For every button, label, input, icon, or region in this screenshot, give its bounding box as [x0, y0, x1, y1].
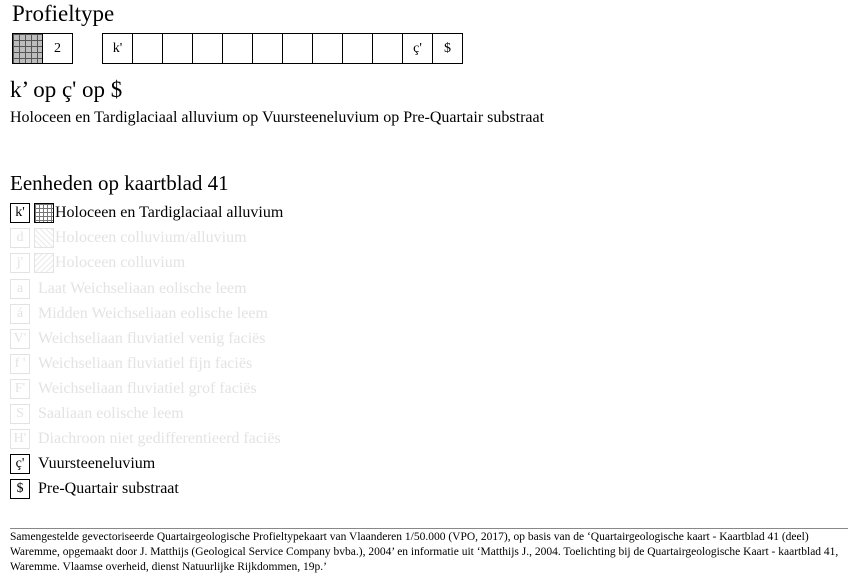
legend-label: Holoceen colluvium/alluvium	[55, 229, 247, 246]
profile-layer-strip	[102, 33, 463, 63]
profile-layer-cell	[372, 33, 403, 64]
units-heading: Eenheden op kaartblad 41	[10, 171, 229, 195]
legend-label: Holoceen en Tardiglaciaal alluvium	[55, 204, 284, 221]
profile-layer-cell	[312, 33, 343, 64]
legend-item-k[interactable]	[10, 202, 283, 224]
legend-label: Weichseliaan fluviatiel grof faciës	[38, 380, 257, 397]
legend-label: Holoceen colluvium	[55, 254, 186, 271]
hatch-pattern-icon	[34, 253, 54, 273]
profile-layer-cell	[252, 33, 283, 64]
legend-code-badge: a	[10, 279, 30, 299]
legend-label: Pre-Quartair substraat	[38, 480, 179, 497]
profile-layer-cell	[282, 33, 313, 64]
legend-label: Weichseliaan fluviatiel fijn faciës	[38, 355, 253, 372]
legend-item-dollar[interactable]	[10, 478, 179, 500]
profile-description: Holoceen en Tardiglaciaal alluvium op Vuursteeneluvium op Pre-Quartair substraat	[10, 109, 545, 126]
legend-code-badge: d	[10, 228, 30, 248]
legend-item-f[interactable]	[10, 353, 252, 375]
hatch-pattern-icon	[34, 228, 54, 248]
profile-formula: k’ op ç' op $	[10, 77, 123, 102]
source-citation: Samengestelde gevectoriseerde Quartairgeologische Profieltypekaart van Vlaanderen 1/50.000 (VPO, 2017), op basis van de ‘Quartairgeologische kaart - Kaartblad 41 (deel) Waremme, opgemaakt door J. Matthijs (Geological Service Company bvba.), 2004’ en informatie uit ‘Matthijs J., 2004. Toelichting bij de Quartairgeologische Kaart - kaartblad 41, Waremme. Vlaamse overheid, dienst Natuurlijke Rijkdommen, 19p.’	[10, 531, 839, 573]
legend-item-a[interactable]	[10, 278, 247, 300]
legend-label: Diachroon niet gedifferentieerd faciës	[38, 430, 281, 447]
legend-code-badge: $	[10, 479, 30, 499]
profile-layer-cell: $	[432, 33, 463, 64]
legend-item-s[interactable]	[10, 403, 184, 425]
profile-pattern-swatch	[12, 33, 43, 64]
profile-count: 2	[42, 33, 73, 64]
profile-layer-cell	[342, 33, 373, 64]
footer-divider	[10, 528, 848, 529]
page-title: Profieltype	[12, 1, 115, 26]
profile-layer-cell	[162, 33, 193, 64]
legend-item-j[interactable]	[10, 252, 185, 274]
profile-layer-cell: ç'	[402, 33, 433, 64]
legend-code-badge: á	[10, 304, 30, 324]
legend-label: Weichseliaan fluviatiel venig faciës	[38, 330, 266, 347]
legend-code-badge: ç'	[10, 454, 30, 474]
legend-code-badge: H'	[10, 429, 30, 449]
legend-item-d[interactable]	[10, 227, 247, 249]
profile-layer-cell: k'	[102, 33, 133, 64]
legend-label: Midden Weichseliaan eolische leem	[38, 305, 268, 322]
profile-pattern-group	[12, 33, 73, 63]
legend-item-v[interactable]	[10, 328, 266, 350]
legend-code-badge: V'	[10, 329, 30, 349]
profile-layer-cell	[192, 33, 223, 64]
legend-item-c-cedilla[interactable]	[10, 453, 155, 475]
legend-code-badge: F'	[10, 379, 30, 399]
profile-layer-cell	[222, 33, 253, 64]
legend-label: Vuursteeneluvium	[38, 455, 156, 472]
legend-item-a-acute[interactable]	[10, 303, 268, 325]
legend-label: Saaliaan eolische leem	[38, 405, 184, 422]
legend-code-badge: f '	[10, 354, 30, 374]
legend-code-badge: k'	[10, 203, 30, 223]
legend-item-h[interactable]	[10, 428, 281, 450]
legend-label: Laat Weichseliaan eolische leem	[38, 280, 247, 297]
legend-item-F[interactable]	[10, 378, 257, 400]
grid-pattern-icon	[34, 203, 54, 223]
profile-layer-cell	[132, 33, 163, 64]
legend-code-badge: S	[10, 404, 30, 424]
legend-code-badge: j'	[10, 253, 30, 273]
